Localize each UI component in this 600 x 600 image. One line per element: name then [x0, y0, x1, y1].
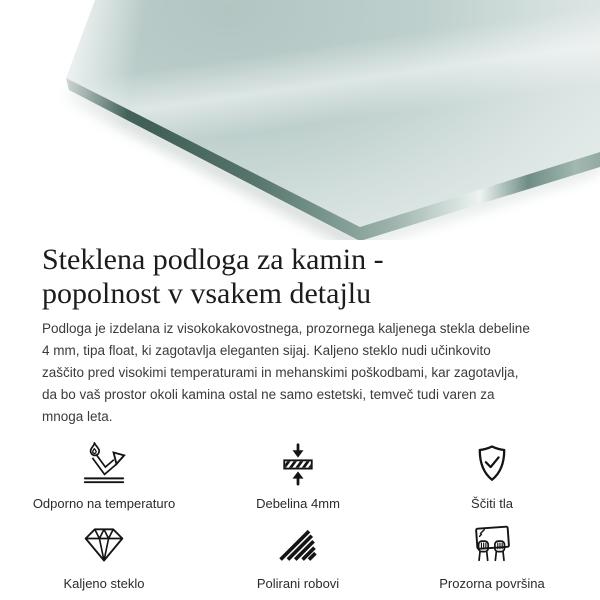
feature-temperature — [7, 441, 201, 511]
transparent-surface-icon — [469, 521, 515, 567]
page-title — [42, 240, 600, 311]
intro-paragraph: Podloga je izdelana iz visokokakovostnega, prozornega kaljenega stekla debeline 4 mm, tipa float, ki zagotavlja eleganten sijaj. Kaljeno steklo nudi učinkovito zaščito pred visokimi temperaturami in mehanskimi poškodbami, kar zagotavlja, da bo vaš prostor okoli kamina ostal ne samo estetski, temveč tudi varen za mnoga leta. — [42, 321, 530, 424]
thickness-icon — [276, 441, 320, 487]
features-grid — [7, 441, 589, 591]
feature-label: Kaljeno steklo — [63, 576, 145, 591]
feature-label: Ščiti tla — [471, 496, 513, 511]
feature-tempered-glass — [7, 521, 201, 591]
feature-polished-edges — [201, 521, 395, 591]
diamond-icon — [82, 521, 126, 567]
temperature-resistant-icon — [81, 441, 127, 487]
feature-label: Odporno na temperaturo — [32, 496, 176, 511]
hero-image-glass-sheet — [0, 0, 600, 240]
feature-label: Prozorna površina — [439, 576, 545, 591]
feature-label: Debelina 4mm — [256, 496, 340, 511]
shield-check-icon — [471, 441, 513, 487]
feature-transparent-surface — [395, 521, 589, 591]
content-section — [0, 240, 600, 428]
page-title-line2: popolnost v vsakem detajlu — [42, 277, 372, 310]
feature-thickness — [201, 441, 395, 511]
feature-protects-floor — [395, 441, 589, 511]
feature-label: Polirani robovi — [256, 576, 340, 591]
polished-edges-icon — [276, 521, 320, 567]
page-title-line1: Steklena podloga za kamin - — [42, 243, 384, 276]
